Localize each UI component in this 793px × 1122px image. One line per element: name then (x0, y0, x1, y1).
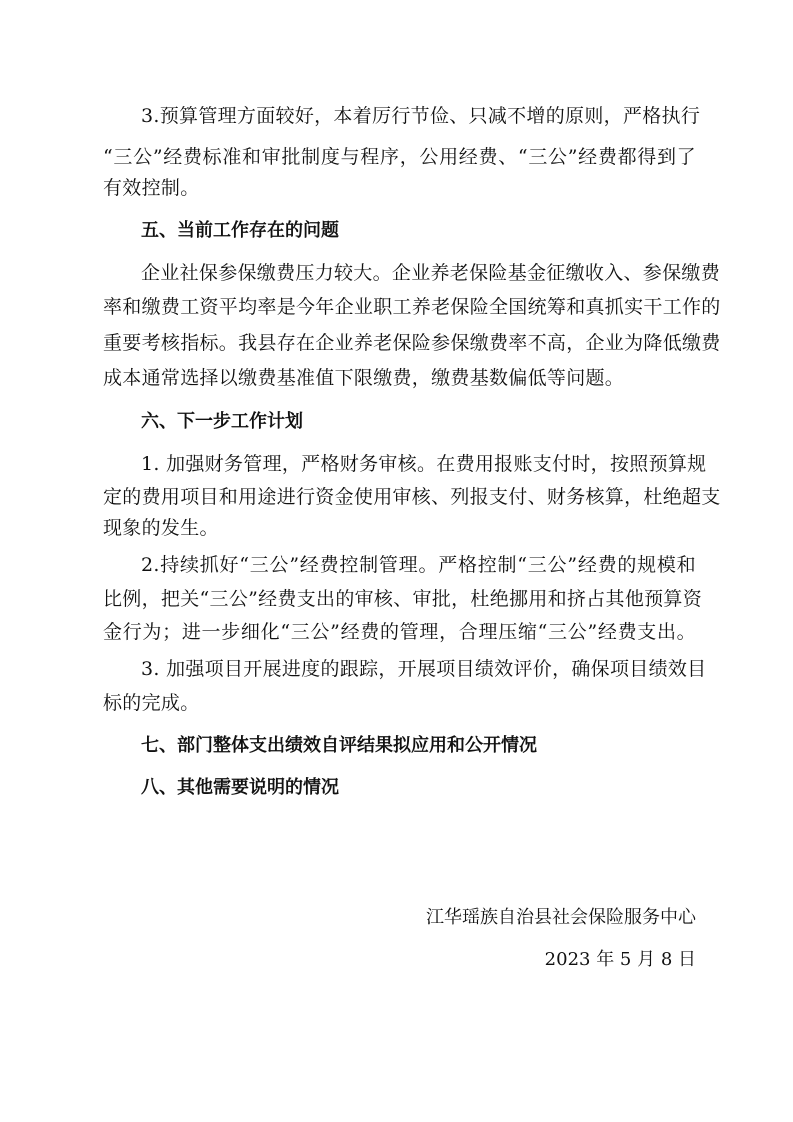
paragraph-problems-line-1: 企业社保参保缴费压力较大。企业养老保险基金征缴收入、参保缴费 (141, 262, 721, 284)
paragraph-problems-line-3: 重要考核指标。我县存在企业养老保险参保缴费率不高，企业为降低缴费 (103, 332, 721, 354)
plan-item-1-line-3: 现象的发生。 (103, 517, 219, 539)
paragraph-budget-line-1: 3.预算管理方面较好，本着厉行节俭、只减不增的原则，严格执行 (141, 105, 701, 127)
paragraph-problems-line-2: 率和缴费工资平均率是今年企业职工养老保险全国统筹和真抓实干工作的 (103, 296, 721, 318)
paragraph-budget-line-3: 有效控制。 (103, 177, 200, 199)
signature-organization: 江华瑶族自治县社会保险服务中心 (426, 907, 696, 928)
signature-date: 2023 年 5 月 8 日 (544, 949, 696, 970)
paragraph-budget-line-2: “三公”经费标准和审批制度与程序，公用经费、“三公”经费都得到了 (103, 146, 696, 168)
section-heading-evaluation-application: 七、部门整体支出绩效自评结果拟应用和公开情况 (141, 735, 537, 756)
plan-item-2-line-3: 金行为；进一步细化“三公”经费的管理，合理压缩“三公”经费支出。 (103, 621, 696, 643)
section-heading-next-plan: 六、下一步工作计划 (141, 411, 303, 432)
plan-item-3-line-1: 3. 加强项目开展进度的跟踪，开展项目绩效评价，确保项目绩效目 (141, 658, 707, 680)
paragraph-problems-line-4: 成本通常选择以缴费基准值下限缴费，缴费基数偏低等问题。 (103, 367, 625, 389)
plan-item-2-line-1: 2.持续抓好“三公”经费控制管理。严格控制“三公”经费的规模和 (141, 554, 696, 576)
plan-item-2-line-2: 比例，把关“三公”经费支出的审核、审批，杜绝挪用和挤占其他预算资 (103, 588, 703, 610)
section-heading-other-notes: 八、其他需要说明的情况 (141, 777, 339, 798)
plan-item-3-line-2: 标的完成。 (103, 692, 200, 714)
plan-item-1-line-2: 定的费用项目和用途进行资金使用审核、列报支付、财务核算，杜绝超支 (103, 486, 721, 508)
plan-item-1-line-1: 1. 加强财务管理，严格财务审核。在费用报账支付时，按照预算规 (141, 453, 707, 475)
section-heading-problems: 五、当前工作存在的问题 (141, 220, 339, 241)
